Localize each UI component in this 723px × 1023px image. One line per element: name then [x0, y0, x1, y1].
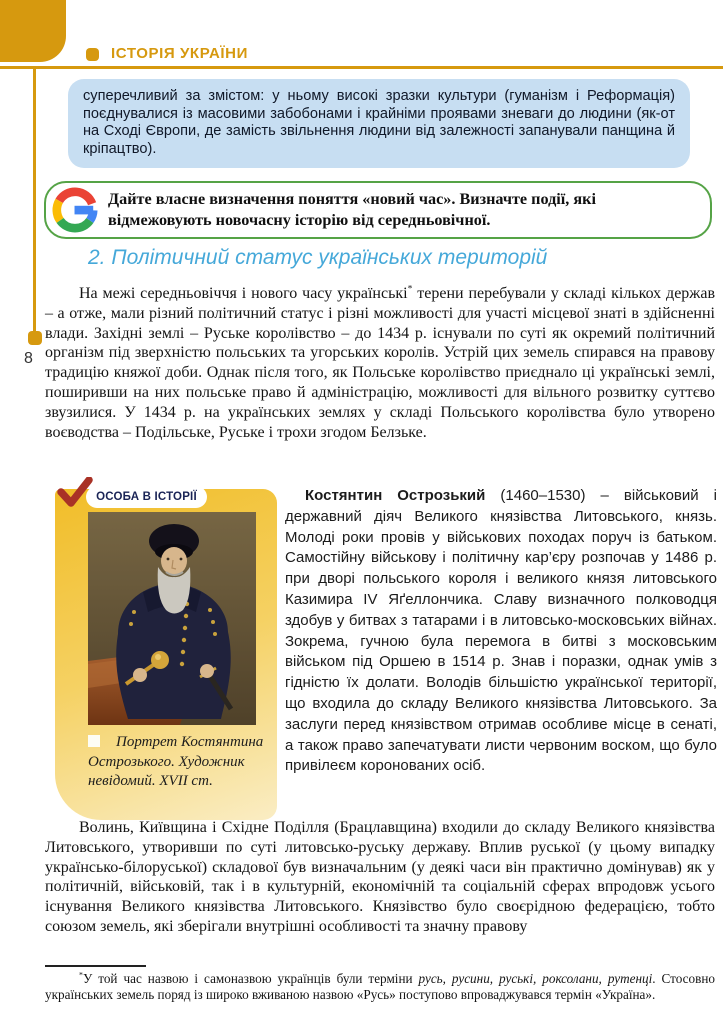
intro-text: суперечливий за змістом: у ньому високі зразки культури (гуманізм і Реформація) поєднувалися із масовими забобонами і крайніми проявами зневаги до людини (як-от на Сході Європи, де замість звільнення людини від залежності запанували панщина й кріпацтво).	[83, 88, 675, 157]
footnote-terms: русь, русини, руські, роксолани, рутенці	[418, 971, 653, 986]
margin-line-cap	[28, 331, 42, 345]
footnote	[45, 971, 715, 1003]
paragraph-2-text: Волинь, Київщина і Східне Поділля (Брацлавщина) входили до складу Великого князівства Литовського, утворивши по суті литовсько-руську державу. Вплив руської (у цьому випадку українсько-білоруської) складової був визначальним (у деякі часи він практично домінував) як у політичній, військовій, так і в культурній, економічній та соціальній сферах впродовж усього існування Великого князівства Литовського. Князівство було своєрідною федерацією, тобто союзом земель, які зберігали внутрішні особливості та значну правову	[45, 819, 715, 935]
portrait-caption	[88, 733, 272, 792]
section-heading: 2. Політичний статус українських територій	[88, 246, 548, 269]
person-box-label: ОСОБА В ІСТОРІЇ	[86, 486, 207, 508]
checkmark-icon	[57, 477, 93, 508]
header-rule	[0, 66, 723, 69]
footnote-marker-bottom: *	[79, 970, 83, 980]
person-name: Костянтин Острозький	[305, 487, 486, 504]
margin-line	[33, 69, 36, 331]
running-header-title: ІСТОРІЯ УКРАЇНИ	[111, 45, 248, 62]
task-text: Дайте власне визначення поняття «новий час». Визначте події, які відмежовують новочасну історію від середньовічної.	[108, 190, 596, 229]
header-bullet-icon	[86, 48, 99, 61]
portrait-caption-text: Портрет Костянтина Острозького. Художник невідомий. XVII ст.	[88, 734, 264, 789]
portrait-image	[88, 512, 256, 725]
paragraph-1-text: На межі середньовіччя і нового часу українські	[79, 285, 408, 302]
person-bio	[285, 486, 717, 777]
paragraph-1-text-continued: терени перебували у складі кількох держав – а отже, мали різний політичний статус і різні можливості для участі місцевої знаті в здійсненні влади. Західні землі – Руське королівство – до 1434 р. існували по суті як окремий політичний організм під зверхністю польських та угорських королів. Устрій цих земель спирався на правову традицію княжої доби. Однак після того, як Польське королівство приєднало ці українські землі, поширивши на них польське право й адміністрацію, можливості для вільного розвитку суттєво звузилися. У 1434 р. на українських землях у складі Польського королівства було утворено воєводства – Подільське, Руське і трохи згодом Белзьке.	[45, 285, 716, 441]
footnote-text-2: . Стосовно українських земель поряд із широко вживаною назвою «Русь» поступово впроваджувався термін «Україна».	[45, 971, 716, 1003]
corner-tab	[0, 0, 66, 62]
body-paragraph-1	[45, 284, 715, 442]
google-g-icon	[52, 187, 98, 233]
page-number: 8	[24, 350, 33, 367]
caption-bullet-icon	[88, 735, 100, 747]
person-bio-text: (1460–1530) – військовий і державний діяч Великого князівства Литовського, князь. Молоді роки провів у військових походах поруч із батьком. Самостійну військову і політичну кар’єру розпочав у 1486 р. при дворі польського короля і великого князя литовського Казимира IV Яґеллончика. Славу визначного полководця здобув у битвах з татарами і в литовсько-московських війнах. Зокрема, гучною була перемога в битві з московським військом під Оршею в 1514 р. Знав і поразки, однак умів з гідністю їх долати. Володів більшістю української території, що входила до складу Великого князівства Литовського. За заслуги перед князівством отримав особливе місце в сенаті, а також право запечатувати листи червоним воском, що було привілеєм коронованих осіб.	[285, 487, 718, 775]
body-paragraph-2	[45, 818, 715, 937]
task-box	[44, 181, 712, 239]
footnote-separator	[45, 965, 146, 967]
footnote-text-1: У той час назвою і самоназвою українців були терміни	[82, 971, 419, 986]
intro-highlight-box	[68, 79, 690, 168]
footnote-marker: *	[407, 283, 413, 295]
